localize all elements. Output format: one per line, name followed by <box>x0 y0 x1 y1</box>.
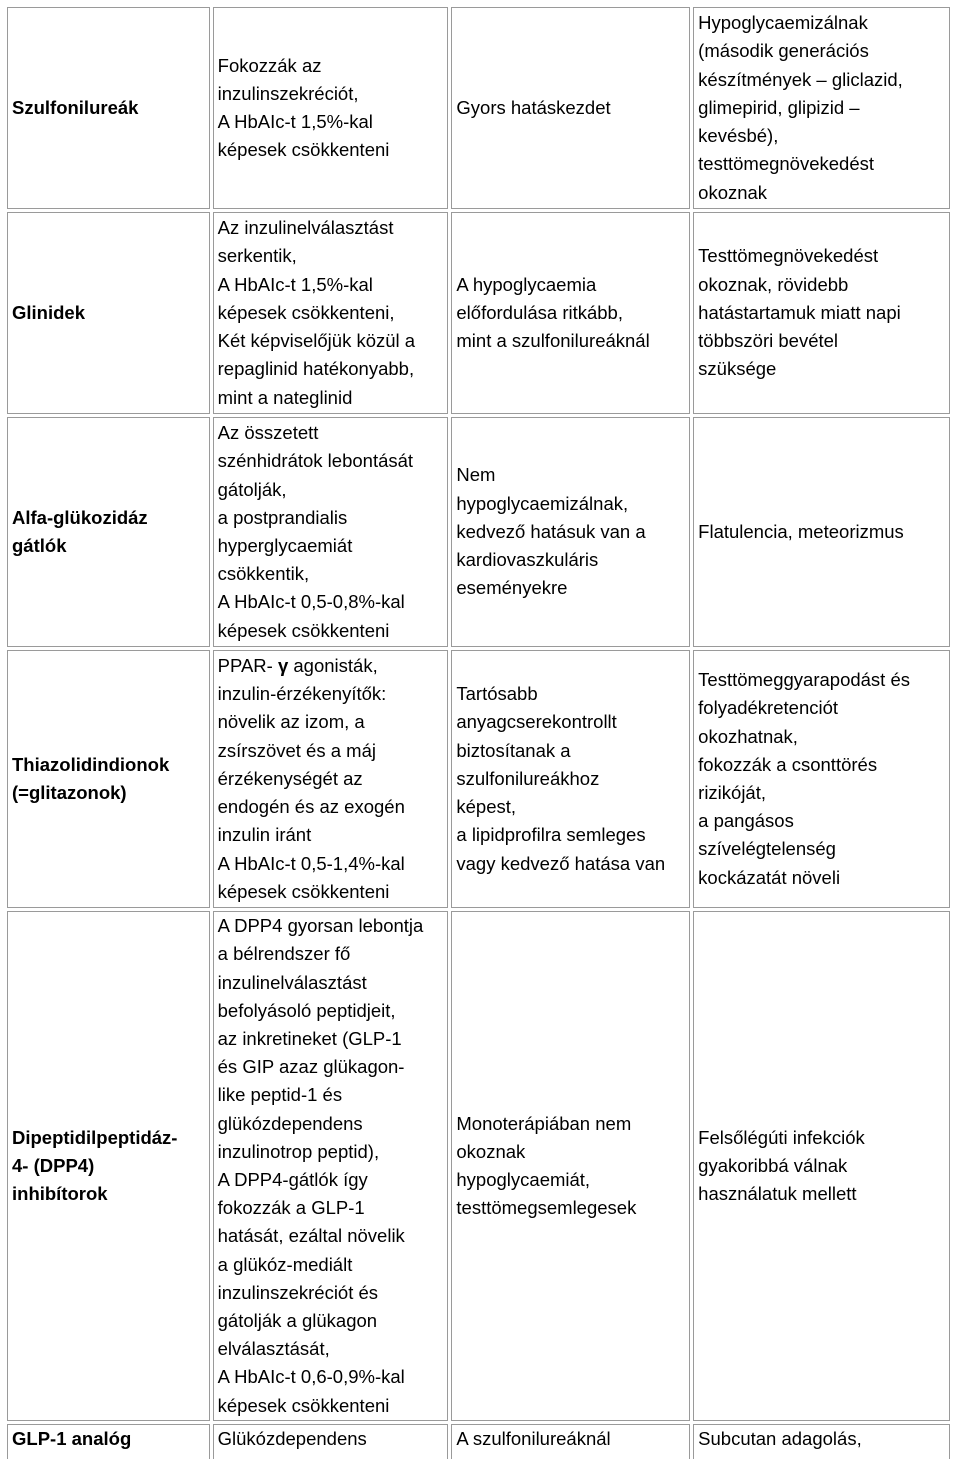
side-effects-cell: Testtömeggyarapodást és folyadékretenciót okozhatnak, fokozzák a csonttörés rizikóját, a pangásos szívelégtelenség kockázatát növeli <box>693 650 950 908</box>
advantage-cell: A szulfonilureáknál <box>451 1424 690 1459</box>
table-row <box>7 7 950 209</box>
advantage-cell: Gyors hatáskezdet <box>451 7 690 209</box>
mechanism-prefix: PPAR- <box>217 655 278 677</box>
mechanism-cell: Az inzulinelválasztást serkentik, A HbAIc-t 1,5%-kal képesek csökkenteni, Két képviselőjük közül a repaglinid hatékonyabb, mint a nateglinid <box>213 212 449 414</box>
mechanism-cell: Fokozzák az inzulinszekréciót, A HbAIc-t 1,5%-kal képesek csökkenteni <box>213 7 449 209</box>
drug-comparison-table <box>4 4 953 1462</box>
drug-class-name: Thiazolidindionok (=glitazonok) <box>7 650 210 908</box>
side-effects-cell: Testtömegnövekedést okoznak, rövidebb hatástartamuk miatt napi többszöri bevétel szüksége <box>693 212 950 414</box>
table-row <box>7 911 950 1421</box>
mechanism-cell: Glükózdependens <box>213 1424 449 1459</box>
drug-class-name: GLP-1 analóg <box>7 1424 210 1459</box>
side-effects-cell: Felsőlégúti infekciók gyakoribbá válnak használatuk mellett <box>693 911 950 1421</box>
side-effects-cell: Subcutan adagolás, <box>693 1424 950 1459</box>
table-row <box>7 212 950 414</box>
mechanism-cell <box>213 650 449 908</box>
drug-class-name: Alfa-glükozidáz gátlók <box>7 417 210 647</box>
advantage-cell: Nem hypoglycaemizálnak, kedvező hatásuk van a kardiovaszkuláris eseményekre <box>451 417 690 647</box>
gamma-symbol: γ <box>277 655 289 677</box>
mechanism-cell: A DPP4 gyorsan lebontja a bélrendszer fő inzulinelválasztást befolyásoló peptidjeit, az inkretineket (GLP-1 és GIP azaz glükagon- like peptid-1 és glükózdependens inzulinotrop peptid), A DPP4-gátlók így fokozzák a GLP-1 hatását, ezáltal növelik a glükóz-mediált inzulinszekréciót és gátolják a glükagon elválasztását, A HbAIc-t 0,6-0,9%-kal képesek csökkenteni <box>213 911 449 1421</box>
side-effects-cell: Flatulencia, meteorizmus <box>693 417 950 647</box>
table-row <box>7 650 950 908</box>
drug-class-name: Glinidek <box>7 212 210 414</box>
drug-class-name: Dipeptidilpeptidáz- 4- (DPP4) inhibítorok <box>7 911 210 1421</box>
advantage-cell: Tartósabb anyagcserekontrollt biztosítanak a szulfonilureákhoz képest, a lipidprofilra semleges vagy kedvező hatása van <box>451 650 690 908</box>
advantage-cell: A hypoglycaemia előfordulása ritkább, mint a szulfonilureáknál <box>451 212 690 414</box>
mechanism-text: agonisták, inzulin-érzékenyítők: növelik az izom, a zsírszövet és a máj érzékenységét az endogén és az exogén inzulin iránt A HbAIc-t 0,5-1,4%-kal képesek csökkenteni <box>217 655 405 902</box>
table-row <box>7 1424 950 1459</box>
drug-class-name: Szulfonilureák <box>7 7 210 209</box>
mechanism-cell: Az összetett szénhidrátok lebontását gátolják, a postprandialis hyperglycaemiát csökkentik, A HbAIc-t 0,5-0,8%-kal képesek csökkenteni <box>213 417 449 647</box>
side-effects-cell: Hypoglycaemizálnak (második generációs készítmények – gliclazid, glimepirid, glipizid – kevésbé), testtömegnövekedést okoznak <box>693 7 950 209</box>
table-row <box>7 417 950 647</box>
advantage-cell: Monoterápiában nem okoznak hypoglycaemiát, testtömegsemlegesek <box>451 911 690 1421</box>
